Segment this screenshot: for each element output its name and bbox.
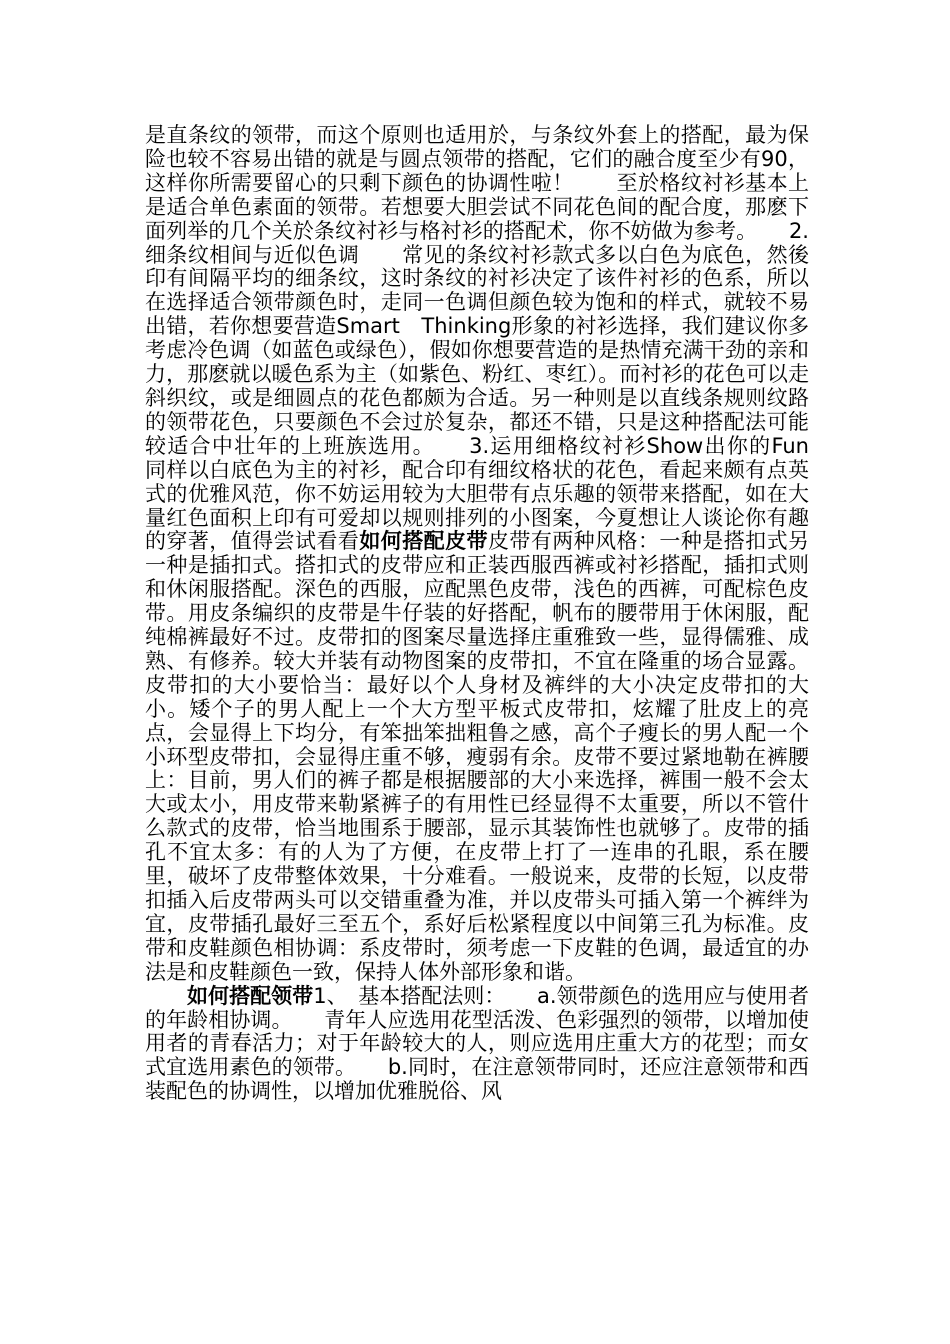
paragraph-text: 皮带有两种风格：一种是搭扣式另一种是插扣式。搭扣式的皮带应和正装西服西裤或衬衫搭配，插扣式则和休闲服搭配。深色的西服，应配黑色皮带，浅色的西裤，可配棕色皮带。用皮条编织的皮带是牛仔装的好搭配，帆布的腰带用于休闲服，配纯棉裤最好不过。皮带扣的图案尽量选择庄重雅致一些，显得儒雅、成熟、有修养。较大并装有动物图案的皮带扣，不宜在隆重的场合显露。皮带扣的大小要恰当：最好以个人身材及裤绊的大小决定皮带扣的大小。矮个子的男人配上一个大方型平板式皮带扣，炫耀了肚皮上的亮点，会显得上下均分，有笨拙笨拙粗鲁之感，高个子瘦长的男人配一个小环型皮带扣，会显得庄重不够，瘦弱有余。皮带不要过紧地勒在裤腰上：目前，男人们的裤子都是根据腰部的大小来选择，裤围一般不会太大或太小，用皮带来勒紧裤子的有用性已经显得不太重要，所以不管什么款式的皮带，恰当地围系于腰部，显示其装饰性也就够了。皮带的插孔不宜太多：有的人为了方便，在皮带上打了一连串的孔眼，系在腰里，破坏了皮带整体效果，十分难看。一般说来，皮带的长短，以皮带扣插入后皮带两头可以交错重叠为准，并以皮带头可插入第一个裤绊为宜，皮带插孔最好三至五个，系好后松紧程度以中间第三孔为标准。皮带和皮鞋颜色相协调：系皮带时，须考虑一下皮鞋的色调，最适宜的办法是和皮鞋颜色一致，保持人体外部形象和谐。 bbox=[145, 529, 810, 984]
paragraph-text: 是直条纹的领带，而这个原则也适用於，与条纹外套上的搭配，最为保险也较不容易出错的就是与圆点领带的搭配，它们的融合度至少有90，这样你所需要留心的只剩下颜色的协调性啦！ 至於格纹衬衫基本上是适合单色素面的领带。若想要大胆尝试不同花色间的配合度，那麽下面列举的几个关於条纹衬衫与格衬衫的搭配术，你不妨做为参考。 2.细条纹相间与近似色调 常见的条纹衬衫款式多以白色为底色，然後印有间隔平均的细条纹，这时条纹的衬衫决定了该件衬衫的色系，所以在选择适合领带颜色时，走同一色调但颜色较为饱和的样式，就较不易出错，若你想要营造Smart Thinking形象的衬衫选择，我们建议你多考虑冷色调（如蓝色或绿色），假如你想要营造的是热情充满干劲的亲和力，那麽就以暖色系为主（如紫色、粉红、枣红）。而衬衫的花色可以走斜织纹，或是细圆点的花色都颇为合适。另一种则是以直线条规则纹路的领带花色，只要颜色不会过於复杂，都还不错，只是这种搭配法可能较适合中壮年的上班族选用。 3.运用细格纹衬衫Show出你的Fun 同样以白底色为主的衬衫，配合印有细纹格状的花色，看起来颇有点英式的优雅风范，你不妨运用较为大胆带有点乐趣的领带来搭配，如在大量红色面积上印有可爱却以规则排列的小图案，今夏想让人谈论你有趣的穿著，值得尝试看看 bbox=[145, 123, 851, 554]
heading-belt: 如何搭配皮带 bbox=[359, 529, 488, 554]
paragraph-shirts-and-belts bbox=[145, 123, 851, 985]
paragraph-text: 1、 基本搭配法则： a.领带颜色的选用应与使用者的年龄相协调。 青年人应选用花型活泼、色彩强烈的领带，以增加使用者的青春活力；对于年龄较大的人，则应选用庄重大方的花型；而女式宜选用素色的领带。 b.同时，在注意领带同时，还应注意领带和西装配色的协调性，以增加优雅脱俗、风 bbox=[145, 983, 809, 1104]
paragraph-ties bbox=[145, 985, 809, 1105]
article-body bbox=[145, 123, 851, 1104]
heading-tie: 如何搭配领带 bbox=[187, 983, 314, 1008]
